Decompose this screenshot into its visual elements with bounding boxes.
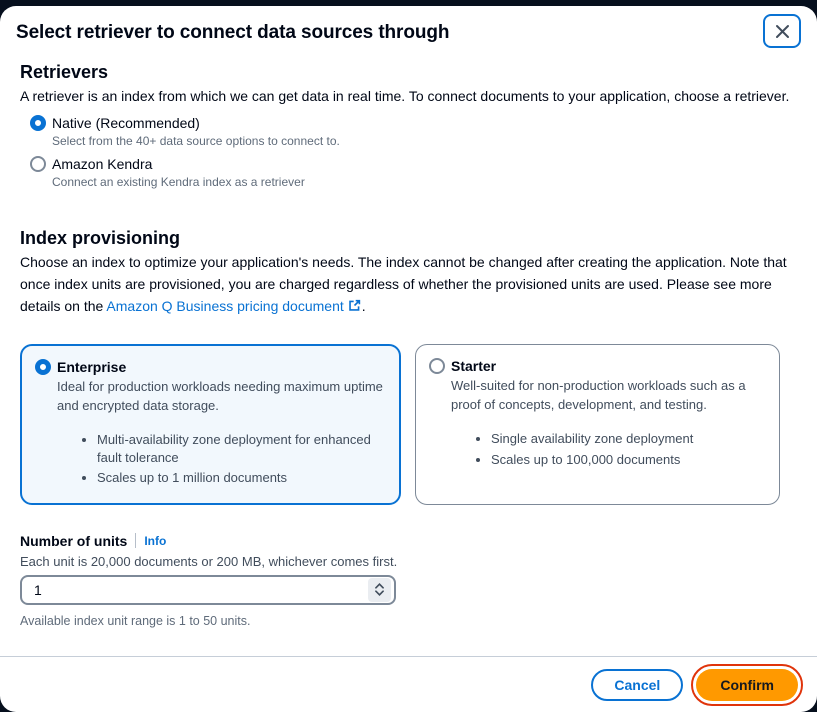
external-link-icon	[348, 299, 361, 315]
radio-kendra-input[interactable]	[30, 156, 46, 172]
bullet-item: • Single availability zone deployment	[491, 430, 767, 448]
retrievers-section	[20, 62, 797, 191]
units-label-row	[20, 533, 797, 549]
radio-starter-input[interactable]	[429, 358, 445, 374]
dialog-header	[0, 6, 817, 50]
stepper-down-icon[interactable]	[375, 590, 384, 596]
radio-enterprise-input[interactable]	[35, 359, 51, 375]
number-of-units-field	[20, 533, 797, 628]
radio-option-native[interactable]	[20, 115, 797, 131]
radio-native-label: Native (Recommended)	[52, 114, 200, 131]
retriever-dialog	[0, 6, 817, 712]
index-tiles	[20, 344, 797, 504]
units-description: Each unit is 20,000 documents or 200 MB, whichever comes first.	[20, 553, 398, 569]
annotation-highlight	[691, 664, 803, 706]
units-constraint: Available index unit range is 1 to 50 units.	[20, 613, 251, 628]
index-provisioning-description	[20, 252, 797, 318]
radio-native-input[interactable]	[30, 115, 46, 131]
tile-enterprise[interactable]	[20, 344, 401, 504]
tile-starter-bullets	[451, 430, 767, 468]
tile-starter-title: Starter	[451, 358, 497, 375]
units-label: Number of units	[20, 532, 128, 549]
radio-option-kendra[interactable]	[20, 156, 797, 172]
bullet-item: • Scales up to 100,000 documents	[491, 451, 767, 469]
units-input[interactable]	[22, 582, 322, 598]
index-provisioning-section	[20, 228, 797, 627]
tile-enterprise-bullets	[57, 431, 387, 487]
radio-native-description: Select from the 40+ data source options to connect to.	[52, 133, 340, 148]
tile-starter-radio-row[interactable]	[428, 358, 767, 374]
close-icon	[775, 24, 790, 39]
page-title: Select retriever to connect data sources through	[16, 22, 450, 43]
cancel-button[interactable]: Cancel	[591, 669, 683, 701]
description-period: .	[361, 297, 366, 314]
tile-starter[interactable]	[415, 344, 780, 504]
retrievers-description: A retriever is an index from which we can get data in real time. To connect documents to your application, choose a retriever.	[20, 88, 790, 104]
description-text: Choose an index to optimize your application's needs. The index cannot be changed after creating the application. Note that once index units are provisioned, you are charged regardless of whether the provisioned units are used. Please see more details on the	[20, 254, 787, 314]
close-button[interactable]	[763, 14, 801, 48]
dialog-content	[0, 62, 817, 628]
label-divider	[135, 533, 136, 548]
index-provisioning-heading: Index provisioning	[20, 228, 181, 249]
radio-kendra-label: Amazon Kendra	[52, 156, 153, 173]
bullet-item: • Scales up to 1 million documents	[97, 469, 387, 487]
units-input-wrap	[20, 575, 396, 605]
confirm-button[interactable]: Confirm	[696, 669, 798, 701]
tile-enterprise-description: Ideal for production workloads needing maximum uptime and encrypted data storage.	[57, 379, 383, 414]
pricing-document-link[interactable]: Amazon Q Business pricing document	[106, 297, 344, 314]
info-link[interactable]: Info	[144, 533, 167, 548]
tile-enterprise-title: Enterprise	[57, 359, 127, 376]
dialog-footer	[0, 656, 817, 712]
tile-starter-description: Well-suited for non-production workloads such as a proof of concepts, development, and testing.	[451, 378, 746, 413]
stepper-up-icon[interactable]	[375, 583, 384, 589]
tile-enterprise-radio-row[interactable]	[34, 359, 387, 375]
bullet-item: • Multi-availability zone deployment for enhanced fault tolerance	[97, 431, 387, 466]
radio-kendra-description: Connect an existing Kendra index as a retriever	[52, 175, 305, 190]
units-stepper[interactable]	[368, 578, 391, 602]
retrievers-heading: Retrievers	[20, 62, 109, 82]
